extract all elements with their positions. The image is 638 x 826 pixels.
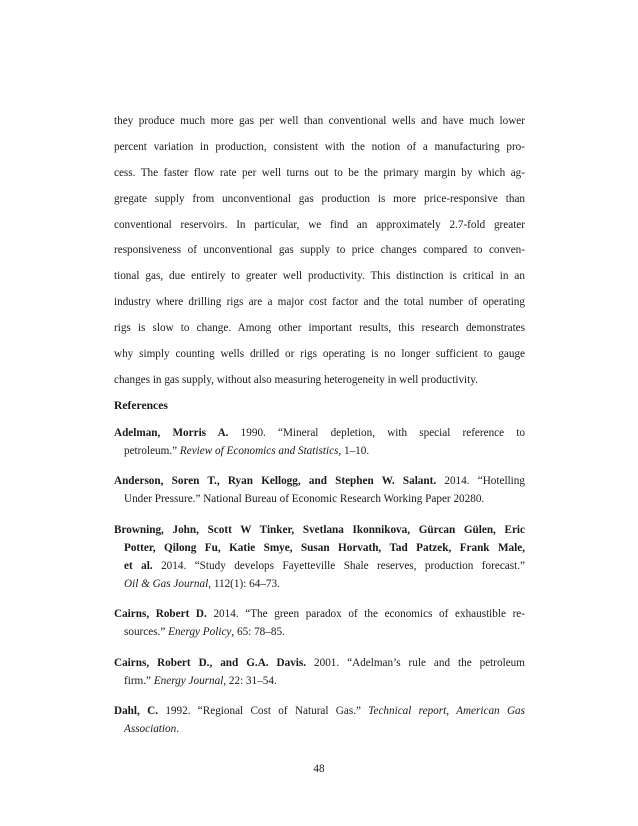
reference-line — [114, 521, 525, 539]
body-line: percent variation in production, consistent with the notion of a manufacturing pro- — [114, 140, 525, 153]
body-line: they produce much more gas per well than conventional wells and have much lower — [114, 115, 525, 127]
reference-author: Potter, Qilong Fu, Katie Smye, Susan Horvath, Tad Patzek, Frank Male, — [124, 541, 525, 554]
reference-line — [114, 702, 525, 720]
page-number: 48 — [313, 763, 325, 775]
reference-line — [114, 490, 525, 508]
reference-journal: Association — [124, 722, 177, 735]
reference-author: Dahl, C. — [114, 704, 158, 717]
reference-text: 1992. “Regional Cost of Natural Gas.” — [158, 704, 369, 717]
reference-line — [114, 672, 525, 690]
reference-line — [114, 575, 525, 593]
reference-line — [114, 539, 525, 557]
reference-text: Under Pressure.” National Bureau of Economic Research Working Paper 20280. — [124, 493, 485, 506]
reference-anderson — [114, 472, 525, 508]
reference-text: 2014. “The green paradox of the economics of exhaustible re- — [206, 608, 525, 621]
references-list — [114, 424, 525, 750]
reference-author: Cairns, Robert D., and G.A. Davis. — [114, 656, 307, 669]
reference-journal: Energy Journal — [153, 674, 224, 687]
body-line: tional gas, due entirely to greater well productivity. This distinction is critical in an — [114, 270, 525, 283]
reference-text: 2001. “Adelman’s rule and the petroleum — [306, 656, 525, 669]
reference-line — [114, 720, 525, 738]
reference-text: , 112(1): 64–73. — [208, 577, 280, 590]
reference-browning — [114, 521, 525, 593]
body-line: cess. The faster flow rate per well turns out to be the primary margin by which ag- — [114, 166, 525, 179]
reference-line — [114, 605, 525, 623]
reference-journal: Technical report, American Gas — [368, 704, 525, 717]
body-line: responsiveness of unconventional gas supply to price changes compared to conven- — [114, 244, 525, 257]
reference-dahl — [114, 702, 525, 738]
reference-line — [114, 557, 525, 575]
reference-line — [114, 623, 525, 641]
reference-journal: Energy Policy — [168, 626, 232, 639]
reference-text: . — [176, 722, 180, 735]
reference-line — [114, 472, 525, 490]
reference-author: Browning, John, Scott W Tinker, Svetlana Ikonnikova, Gürcan Gülen, Eric — [114, 523, 525, 536]
reference-line — [114, 424, 525, 442]
body-line: why simply counting wells drilled or rigs operating is no longer sufficient to gauge — [114, 348, 525, 361]
reference-text: , 65: 78–85. — [231, 626, 285, 639]
reference-text: , 1–10. — [338, 445, 370, 457]
reference-author: et al. — [124, 559, 153, 572]
reference-text: firm.” — [124, 674, 154, 687]
reference-author: Cairns, Robert D. — [114, 608, 207, 621]
reference-text: sources.” — [124, 626, 169, 639]
reference-journal: Oil & Gas Journal — [124, 577, 209, 590]
reference-cairns-2001 — [114, 654, 525, 690]
body-paragraph — [114, 109, 525, 394]
body-line: rigs is slow to change. Among other important results, this research demonstrates — [114, 322, 525, 335]
reference-cairns-2014 — [114, 605, 525, 641]
reference-text: petroleum.” — [124, 445, 180, 457]
references-heading: References — [114, 399, 168, 412]
body-line: changes in gas supply, without also measuring heterogeneity in well productivity. — [114, 373, 478, 386]
body-line: conventional reservoirs. In particular, we find an approximately 2.7-fold greater — [114, 218, 525, 231]
reference-text: 2014. “Study develops Fayetteville Shale reserves, production forecast.” — [152, 559, 525, 572]
reference-adelman — [114, 424, 525, 460]
reference-journal: Review of Economics and Statistics — [179, 445, 339, 457]
reference-line — [114, 654, 525, 672]
body-line: industry where drilling rigs are a major cost factor and the total number of operating — [114, 296, 525, 309]
reference-text: 1990. “Mineral depletion, with special reference to — [228, 427, 525, 439]
reference-author: Adelman, Morris A. — [114, 427, 229, 439]
reference-text: 2014. “Hotelling — [436, 475, 525, 488]
body-line: gregate supply from unconventional gas production is more price-responsive than — [114, 192, 525, 205]
reference-author: Anderson, Soren T., Ryan Kellogg, and Stephen W. Salant. — [114, 475, 437, 488]
reference-line — [114, 442, 525, 460]
reference-text: , 22: 31–54. — [223, 674, 277, 687]
